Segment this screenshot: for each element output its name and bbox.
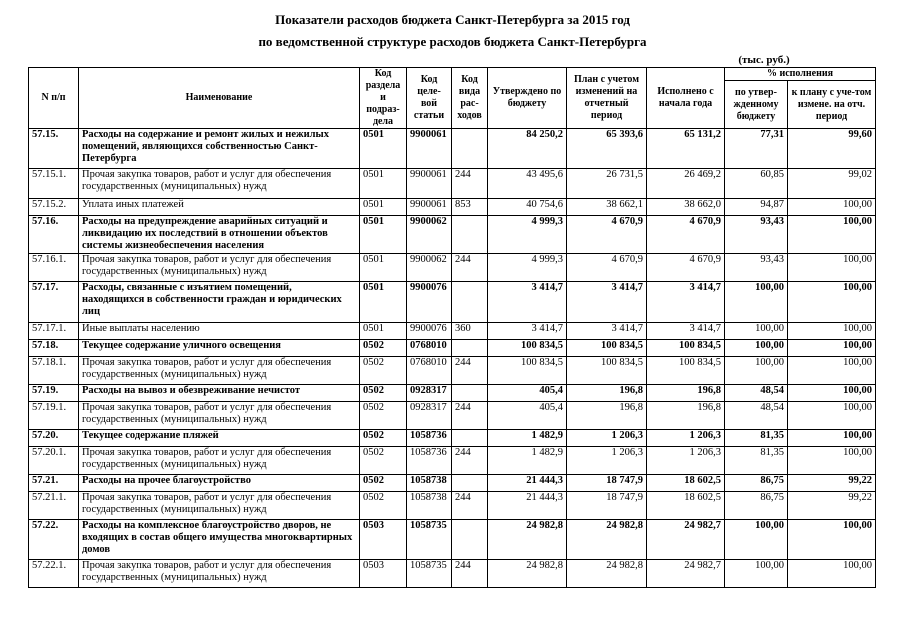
row-pct-plan: 99,22 [788,475,876,492]
row-type-code: 244 [452,447,488,475]
report-subtitle: по ведомственной структуре расходов бюджета Санкт-Петербурга [258,34,647,49]
row-pct-plan: 100,00 [788,430,876,447]
row-article-code: 1058736 [407,430,452,447]
row-pct-approved: 100,00 [725,340,788,357]
row-number: 57.18.1. [29,357,79,385]
row-pct-plan: 100,00 [788,520,876,560]
row-plan: 3 414,7 [567,282,647,323]
row-pct-plan: 100,00 [788,199,876,216]
header-executed: Исполнено с начала года [647,68,725,129]
row-section-code: 0503 [360,520,407,560]
row-section-code: 0502 [360,475,407,492]
header-section-code: Код раздела и подраз-дела [360,68,407,129]
table-row [29,216,876,254]
row-pct-plan: 100,00 [788,385,876,402]
row-section-code: 0501 [360,282,407,323]
header-pct-plan: к плану с уче-том измене. на отч. период [788,81,876,129]
table-row [29,254,876,282]
row-executed: 24 982,7 [647,520,725,560]
row-number: 57.15.1. [29,169,79,199]
header-plan: План с учетом изменений на отчетный период [567,68,647,129]
row-approved: 4 999,3 [488,216,567,254]
row-type-code [452,282,488,323]
row-pct-approved: 86,75 [725,475,788,492]
row-approved: 24 982,8 [488,560,567,588]
row-plan: 65 393,6 [567,129,647,169]
row-name: Иные выплаты населению [79,323,360,340]
row-executed: 18 602,5 [647,492,725,520]
row-section-code: 0501 [360,216,407,254]
row-approved: 1 482,9 [488,447,567,475]
row-number: 57.17. [29,282,79,323]
header-num: N п/п [29,68,79,129]
row-name: Расходы, связанные с изъятием помещений, находящихся в собственности граждан и юридических лиц [79,282,360,323]
row-section-code: 0502 [360,385,407,402]
row-pct-plan: 100,00 [788,560,876,588]
row-type-code [452,430,488,447]
row-approved: 4 999,3 [488,254,567,282]
row-approved: 3 414,7 [488,282,567,323]
row-pct-approved: 100,00 [725,323,788,340]
row-plan: 3 414,7 [567,323,647,340]
row-number: 57.20. [29,430,79,447]
row-section-code: 0502 [360,340,407,357]
table-row [29,282,876,323]
row-article-code: 9900076 [407,282,452,323]
row-approved: 21 444,3 [488,492,567,520]
row-number: 57.20.1. [29,447,79,475]
row-pct-approved: 81,35 [725,447,788,475]
row-executed: 3 414,7 [647,323,725,340]
row-name: Прочая закупка товаров, работ и услуг для обеспечения государственных (муниципальных) нужд [79,447,360,475]
row-plan: 100 834,5 [567,340,647,357]
budget-table [28,67,876,588]
header-pct-group: % исполнения [725,68,876,81]
row-section-code: 0502 [360,402,407,430]
row-type-code [452,385,488,402]
table-row [29,169,876,199]
table-row [29,357,876,385]
row-number: 57.19. [29,385,79,402]
row-section-code: 0501 [360,254,407,282]
header-pct-approved: по утвер-жденному бюджету [725,81,788,129]
table-row [29,520,876,560]
header-approved: Утверждено по бюджету [488,68,567,129]
row-name: Прочая закупка товаров, работ и услуг для обеспечения государственных (муниципальных) нужд [79,254,360,282]
row-executed: 196,8 [647,402,725,430]
row-plan: 18 747,9 [567,492,647,520]
row-pct-approved: 81,35 [725,430,788,447]
row-executed: 18 602,5 [647,475,725,492]
row-approved: 24 982,8 [488,520,567,560]
header-type-code: Код вида рас-ходов [452,68,488,129]
row-article-code: 1058736 [407,447,452,475]
row-article-code: 0928317 [407,385,452,402]
row-section-code: 0501 [360,199,407,216]
row-plan: 18 747,9 [567,475,647,492]
row-article-code: 9900062 [407,254,452,282]
row-plan: 196,8 [567,385,647,402]
row-type-code: 244 [452,169,488,199]
row-name: Прочая закупка товаров, работ и услуг для обеспечения государственных (муниципальных) нужд [79,402,360,430]
row-number: 57.18. [29,340,79,357]
table-row [29,340,876,357]
units-label: (тыс. руб.) [738,54,790,66]
row-name: Текущее содержание уличного освещения [79,340,360,357]
row-article-code: 1058735 [407,560,452,588]
row-type-code: 244 [452,402,488,430]
row-name: Прочая закупка товаров, работ и услуг для обеспечения государственных (муниципальных) нужд [79,169,360,199]
row-number: 57.22. [29,520,79,560]
row-name: Расходы на вывоз и обезвреживание нечистот [79,385,360,402]
row-executed: 100 834,5 [647,357,725,385]
table-row [29,430,876,447]
row-pct-approved: 100,00 [725,357,788,385]
row-plan: 24 982,8 [567,560,647,588]
row-executed: 3 414,7 [647,282,725,323]
row-number: 57.21. [29,475,79,492]
row-name: Расходы на комплексное благоустройство дворов, не входящих в состав общего имущества многоквартирных домов [79,520,360,560]
row-pct-plan: 100,00 [788,402,876,430]
row-pct-approved: 93,43 [725,216,788,254]
row-article-code: 9900061 [407,169,452,199]
row-name: Текущее содержание пляжей [79,430,360,447]
row-approved: 100 834,5 [488,357,567,385]
row-type-code [452,129,488,169]
row-plan: 24 982,8 [567,520,647,560]
row-name: Расходы на предупреждение аварийных ситуаций и ликвидацию их последствий в отношении объектов системы жизнеобеспечения населения [79,216,360,254]
row-pct-plan: 100,00 [788,340,876,357]
row-section-code: 0502 [360,492,407,520]
row-article-code: 1058738 [407,492,452,520]
row-approved: 84 250,2 [488,129,567,169]
row-article-code: 0928317 [407,402,452,430]
row-number: 57.15.2. [29,199,79,216]
row-approved: 43 495,6 [488,169,567,199]
row-section-code: 0502 [360,357,407,385]
row-pct-approved: 100,00 [725,560,788,588]
row-executed: 1 206,3 [647,430,725,447]
row-section-code: 0502 [360,447,407,475]
row-type-code [452,216,488,254]
row-plan: 26 731,5 [567,169,647,199]
row-plan: 4 670,9 [567,254,647,282]
row-executed: 26 469,2 [647,169,725,199]
row-number: 57.19.1. [29,402,79,430]
row-executed: 196,8 [647,385,725,402]
row-approved: 405,4 [488,402,567,430]
row-pct-plan: 100,00 [788,282,876,323]
table-row [29,385,876,402]
row-executed: 24 982,7 [647,560,725,588]
row-number: 57.21.1. [29,492,79,520]
row-executed: 1 206,3 [647,447,725,475]
row-approved: 40 754,6 [488,199,567,216]
row-executed: 4 670,9 [647,216,725,254]
table-row [29,402,876,430]
row-approved: 100 834,5 [488,340,567,357]
row-name: Прочая закупка товаров, работ и услуг для обеспечения государственных (муниципальных) нужд [79,492,360,520]
row-pct-approved: 100,00 [725,520,788,560]
row-name: Расходы на содержание и ремонт жилых и нежилых помещений, являющихся собственностью Санкт-Петербурга [79,129,360,169]
row-pct-plan: 99,22 [788,492,876,520]
row-number: 57.15. [29,129,79,169]
row-type-code: 244 [452,492,488,520]
row-pct-approved: 77,31 [725,129,788,169]
row-pct-plan: 99,60 [788,129,876,169]
row-name: Расходы на прочее благоустройство [79,475,360,492]
row-article-code: 0768010 [407,340,452,357]
row-pct-plan: 100,00 [788,357,876,385]
header-article-code: Код целе-вой статьи [407,68,452,129]
row-type-code: 360 [452,323,488,340]
table-row [29,323,876,340]
row-article-code: 9900062 [407,216,452,254]
row-section-code: 0501 [360,129,407,169]
table-body [29,129,876,588]
row-article-code: 9900061 [407,199,452,216]
row-approved: 3 414,7 [488,323,567,340]
row-pct-plan: 99,02 [788,169,876,199]
row-plan: 100 834,5 [567,357,647,385]
row-type-code: 244 [452,357,488,385]
row-pct-plan: 100,00 [788,254,876,282]
row-article-code: 9900061 [407,129,452,169]
row-pct-approved: 86,75 [725,492,788,520]
row-pct-approved: 60,85 [725,169,788,199]
row-pct-approved: 48,54 [725,402,788,430]
row-pct-approved: 94,87 [725,199,788,216]
row-executed: 100 834,5 [647,340,725,357]
row-number: 57.17.1. [29,323,79,340]
row-approved: 1 482,9 [488,430,567,447]
row-pct-approved: 48,54 [725,385,788,402]
row-executed: 38 662,0 [647,199,725,216]
table-row [29,129,876,169]
row-section-code: 0503 [360,560,407,588]
row-name: Прочая закупка товаров, работ и услуг для обеспечения государственных (муниципальных) нужд [79,560,360,588]
table-row [29,475,876,492]
row-type-code: 244 [452,560,488,588]
header-name: Наименование [79,68,360,129]
row-type-code [452,475,488,492]
row-approved: 21 444,3 [488,475,567,492]
row-section-code: 0501 [360,323,407,340]
row-article-code: 1058735 [407,520,452,560]
row-article-code: 9900076 [407,323,452,340]
row-type-code: 244 [452,254,488,282]
table-row [29,199,876,216]
table-row [29,492,876,520]
report-title: Показатели расходов бюджета Санкт-Петербурга за 2015 год [275,12,630,27]
row-type-code: 853 [452,199,488,216]
row-article-code: 1058738 [407,475,452,492]
row-type-code [452,520,488,560]
row-name: Прочая закупка товаров, работ и услуг для обеспечения государственных (муниципальных) нужд [79,357,360,385]
row-executed: 65 131,2 [647,129,725,169]
table-row [29,447,876,475]
row-plan: 196,8 [567,402,647,430]
row-name: Уплата иных платежей [79,199,360,216]
row-article-code: 0768010 [407,357,452,385]
row-section-code: 0502 [360,430,407,447]
row-pct-plan: 100,00 [788,216,876,254]
row-plan: 38 662,1 [567,199,647,216]
row-number: 57.16. [29,216,79,254]
row-approved: 405,4 [488,385,567,402]
row-number: 57.22.1. [29,560,79,588]
row-section-code: 0501 [360,169,407,199]
row-plan: 1 206,3 [567,447,647,475]
row-plan: 1 206,3 [567,430,647,447]
row-pct-approved: 100,00 [725,282,788,323]
row-pct-plan: 100,00 [788,323,876,340]
row-executed: 4 670,9 [647,254,725,282]
row-pct-plan: 100,00 [788,447,876,475]
row-number: 57.16.1. [29,254,79,282]
table-row [29,560,876,588]
row-plan: 4 670,9 [567,216,647,254]
row-pct-approved: 93,43 [725,254,788,282]
row-type-code [452,340,488,357]
